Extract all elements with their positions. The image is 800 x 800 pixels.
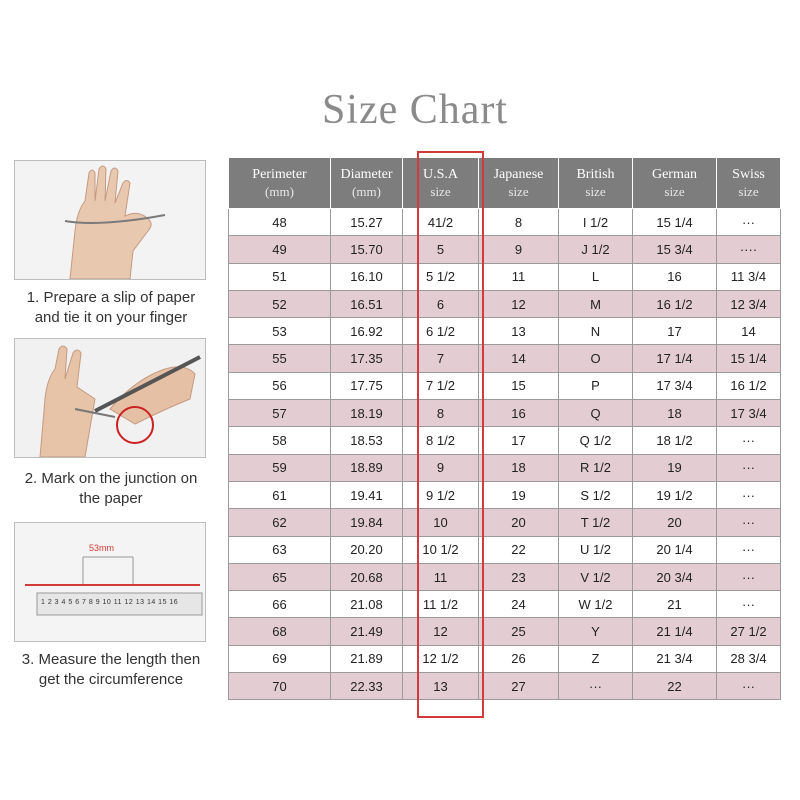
table-cell: 51	[229, 263, 331, 290]
table-cell: 55	[229, 345, 331, 372]
ruler-ticks: 1 2 3 4 5 6 7 8 9 10 11 12 13 14 15 16	[41, 599, 179, 606]
table-cell: 8 1/2	[403, 427, 479, 454]
table-cell: 21.49	[331, 618, 403, 645]
step-2-mark-paper-image	[14, 338, 206, 458]
table-cell: 53	[229, 318, 331, 345]
table-cell: Z	[559, 645, 633, 672]
table-cell: 52	[229, 290, 331, 317]
table-cell: 61	[229, 481, 331, 508]
table-cell: 65	[229, 563, 331, 590]
table-cell: 11	[403, 563, 479, 590]
table-cell: 14	[479, 345, 559, 372]
table-cell: ···	[559, 673, 633, 700]
table-cell: L	[559, 263, 633, 290]
table-cell: 17 3/4	[717, 400, 781, 427]
table-cell: 10	[403, 509, 479, 536]
table-cell: 24	[479, 591, 559, 618]
table-row	[229, 372, 781, 399]
table-cell: 49	[229, 236, 331, 263]
column-header: Japanese size	[479, 158, 559, 209]
table-cell: 21 1/4	[633, 618, 717, 645]
table-cell: ···	[717, 536, 781, 563]
table-cell: 62	[229, 509, 331, 536]
table-cell: 5	[403, 236, 479, 263]
table-cell: 26	[479, 645, 559, 672]
table-cell: 22.33	[331, 673, 403, 700]
table-cell: 11 1/2	[403, 591, 479, 618]
table-cell: 9	[479, 236, 559, 263]
table-cell: ···	[717, 427, 781, 454]
table-cell: 21 3/4	[633, 645, 717, 672]
table-cell: 68	[229, 618, 331, 645]
table-cell: W 1/2	[559, 591, 633, 618]
table-cell: 15.27	[331, 209, 403, 236]
size-chart-table	[228, 157, 781, 700]
table-row	[229, 236, 781, 263]
table-cell: 48	[229, 209, 331, 236]
table-cell: 7 1/2	[403, 372, 479, 399]
table-cell: 20 1/4	[633, 536, 717, 563]
table-row	[229, 454, 781, 481]
table-cell: 18	[633, 400, 717, 427]
table-cell: 21.08	[331, 591, 403, 618]
table-row	[229, 345, 781, 372]
table-cell: 66	[229, 591, 331, 618]
column-header: U.S.A size	[403, 158, 479, 209]
table-cell: 28 3/4	[717, 645, 781, 672]
table-cell: 19	[479, 481, 559, 508]
table-cell: 18.89	[331, 454, 403, 481]
table-cell: 7	[403, 345, 479, 372]
table-cell: 16	[633, 263, 717, 290]
table-row	[229, 263, 781, 290]
table-cell: 16.92	[331, 318, 403, 345]
table-cell: 16 1/2	[633, 290, 717, 317]
table-cell: U 1/2	[559, 536, 633, 563]
table-cell: 19	[633, 454, 717, 481]
table-cell: 15.70	[331, 236, 403, 263]
table-cell: 41/2	[403, 209, 479, 236]
table-row	[229, 318, 781, 345]
column-header: British size	[559, 158, 633, 209]
table-row	[229, 290, 781, 317]
table-cell: Q	[559, 400, 633, 427]
table-cell: 8	[479, 209, 559, 236]
table-cell: J 1/2	[559, 236, 633, 263]
table-cell: 17 3/4	[633, 372, 717, 399]
table-cell: 18 1/2	[633, 427, 717, 454]
table-cell: 17 1/4	[633, 345, 717, 372]
table-cell: 27	[479, 673, 559, 700]
table-cell: 16 1/2	[717, 372, 781, 399]
table-row	[229, 591, 781, 618]
table-cell: 17	[479, 427, 559, 454]
table-row	[229, 673, 781, 700]
step-2-text: 2. Mark on the junction on the paper	[24, 470, 198, 507]
table-cell: 20.20	[331, 536, 403, 563]
table-cell: 16.10	[331, 263, 403, 290]
table-cell: 19.41	[331, 481, 403, 508]
table-row	[229, 481, 781, 508]
table-row	[229, 618, 781, 645]
table-cell: 17	[633, 318, 717, 345]
table-cell: 12 3/4	[717, 290, 781, 317]
table-cell: 12	[403, 618, 479, 645]
ruler-measure-label: 53mm	[89, 543, 115, 553]
page-title: Size Chart	[321, 87, 509, 133]
table-cell: ···	[717, 563, 781, 590]
column-header: Diameter (mm)	[331, 158, 403, 209]
table-cell: ···	[717, 591, 781, 618]
table-cell: 13	[403, 673, 479, 700]
table-cell: 59	[229, 454, 331, 481]
table-cell: Q 1/2	[559, 427, 633, 454]
table-cell: 19.84	[331, 509, 403, 536]
table-cell: 19 1/2	[633, 481, 717, 508]
table-cell: 69	[229, 645, 331, 672]
table-cell: 14	[717, 318, 781, 345]
table-cell: T 1/2	[559, 509, 633, 536]
table-row	[229, 400, 781, 427]
column-header: German size	[633, 158, 717, 209]
table-cell: 58	[229, 427, 331, 454]
table-cell: O	[559, 345, 633, 372]
table-cell: 15 1/4	[717, 345, 781, 372]
table-cell: 22	[633, 673, 717, 700]
table-cell: 15 1/4	[633, 209, 717, 236]
table-cell: 6 1/2	[403, 318, 479, 345]
table-cell: P	[559, 372, 633, 399]
column-header: Perimeter (mm)	[229, 158, 331, 209]
table-cell: 18.19	[331, 400, 403, 427]
step-1-text: 1. Prepare a slip of paper and tie it on your finger	[26, 289, 196, 326]
table-cell: ···	[717, 209, 781, 236]
table-cell: 20.68	[331, 563, 403, 590]
table-cell: 9	[403, 454, 479, 481]
table-cell: I 1/2	[559, 209, 633, 236]
table-cell: M	[559, 290, 633, 317]
table-row	[229, 209, 781, 236]
table-cell: 15 3/4	[633, 236, 717, 263]
table-cell: ···	[717, 454, 781, 481]
table-cell: 9 1/2	[403, 481, 479, 508]
table-cell: 6	[403, 290, 479, 317]
table-cell: 18.53	[331, 427, 403, 454]
step-3-text: 3. Measure the length then get the circumference	[21, 651, 201, 688]
table-cell: 5 1/2	[403, 263, 479, 290]
table-cell: ···	[717, 509, 781, 536]
table-cell: 18	[479, 454, 559, 481]
table-row	[229, 427, 781, 454]
table-cell: 21	[633, 591, 717, 618]
table-cell: 25	[479, 618, 559, 645]
table-cell: ···	[717, 481, 781, 508]
table-row	[229, 509, 781, 536]
table-cell: 12 1/2	[403, 645, 479, 672]
table-cell: 8	[403, 400, 479, 427]
table-cell: N	[559, 318, 633, 345]
table-cell: 20	[633, 509, 717, 536]
table-cell: 16	[479, 400, 559, 427]
step-1-hand-paper-image	[14, 160, 206, 280]
table-cell: 11	[479, 263, 559, 290]
table-cell: 23	[479, 563, 559, 590]
table-cell: 12	[479, 290, 559, 317]
table-cell: 15	[479, 372, 559, 399]
table-cell: 63	[229, 536, 331, 563]
table-cell: V 1/2	[559, 563, 633, 590]
table-cell: Y	[559, 618, 633, 645]
table-cell: 16.51	[331, 290, 403, 317]
table-cell: 10 1/2	[403, 536, 479, 563]
table-cell: 21.89	[331, 645, 403, 672]
table-cell: 70	[229, 673, 331, 700]
table-cell: 27 1/2	[717, 618, 781, 645]
step-3-ruler-image	[14, 522, 206, 642]
table-cell: 56	[229, 372, 331, 399]
table-body	[229, 209, 781, 700]
table-row	[229, 536, 781, 563]
table-cell: 57	[229, 400, 331, 427]
table-row	[229, 563, 781, 590]
table-cell: 17.35	[331, 345, 403, 372]
table-cell: S 1/2	[559, 481, 633, 508]
table-cell: ····	[717, 236, 781, 263]
size-chart-table-wrap	[228, 157, 780, 700]
table-cell: 11 3/4	[717, 263, 781, 290]
table-cell: 22	[479, 536, 559, 563]
table-cell: 20 3/4	[633, 563, 717, 590]
table-row	[229, 645, 781, 672]
table-cell: 13	[479, 318, 559, 345]
table-cell: 17.75	[331, 372, 403, 399]
table-cell: 20	[479, 509, 559, 536]
table-header-row	[229, 158, 781, 209]
column-header: Swiss size	[717, 158, 781, 209]
table-cell: R 1/2	[559, 454, 633, 481]
table-cell: ···	[717, 673, 781, 700]
